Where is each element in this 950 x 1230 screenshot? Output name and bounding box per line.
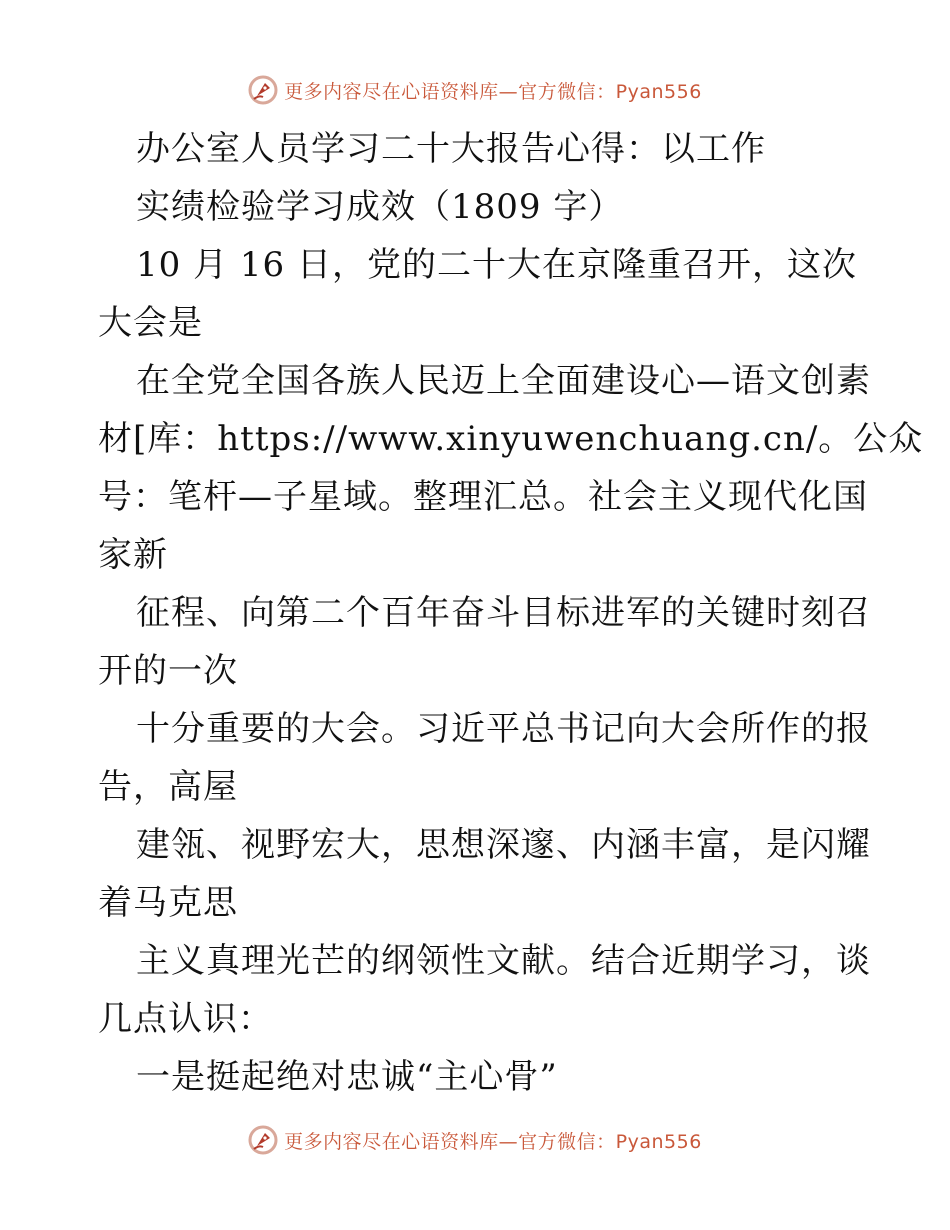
text-line: 一是挺起绝对忠诚“主心骨”: [136, 1057, 558, 1097]
text-line: 十分重要的大会。习近平总书记向大会所作的报: [136, 709, 871, 749]
pen-nib-logo-icon: [248, 1125, 278, 1155]
document-body: [98, 120, 924, 1106]
header-watermark-banner: [0, 70, 950, 110]
text-line: 在全党全国各族人民迈上全面建设心—语文创素: [136, 361, 871, 401]
text-line: 开的一次: [98, 651, 238, 691]
footer-watermark-banner: [0, 1120, 950, 1160]
text-line: 着马克思: [98, 883, 238, 923]
text-line: 建瓴、视野宏大，思想深邃、内涵丰富，是闪耀: [136, 825, 871, 865]
text-line: 号：笔杆—子星域。整理汇总。社会主义现代化国: [98, 477, 868, 517]
text-line: 家新: [98, 535, 168, 575]
text-line: 主义真理光芒的纲领性文献。结合近期学习，谈: [136, 941, 871, 981]
text-line: 告，高屋: [98, 767, 238, 807]
text-line: 实绩检验学习成效（1809 字）: [136, 187, 624, 227]
text-line: 10 月 16 日，党的二十大在京隆重召开，这次: [136, 245, 857, 285]
text-line: 办公室人员学习二十大报告心得：以工作: [136, 129, 766, 169]
pen-nib-logo-icon: [248, 75, 278, 105]
watermark-text: 更多内容尽在心语资料库—官方微信：Pyan556: [284, 80, 702, 103]
text-line: 材[库：https://www.xinyuwenchuang.cn/。公众: [98, 419, 924, 459]
watermark-text: 更多内容尽在心语资料库—官方微信：Pyan556: [284, 1130, 702, 1153]
text-line: 征程、向第二个百年奋斗目标进军的关键时刻召: [136, 593, 871, 633]
text-line: 几点认识：: [98, 999, 273, 1039]
text-line: 大会是: [98, 303, 203, 343]
